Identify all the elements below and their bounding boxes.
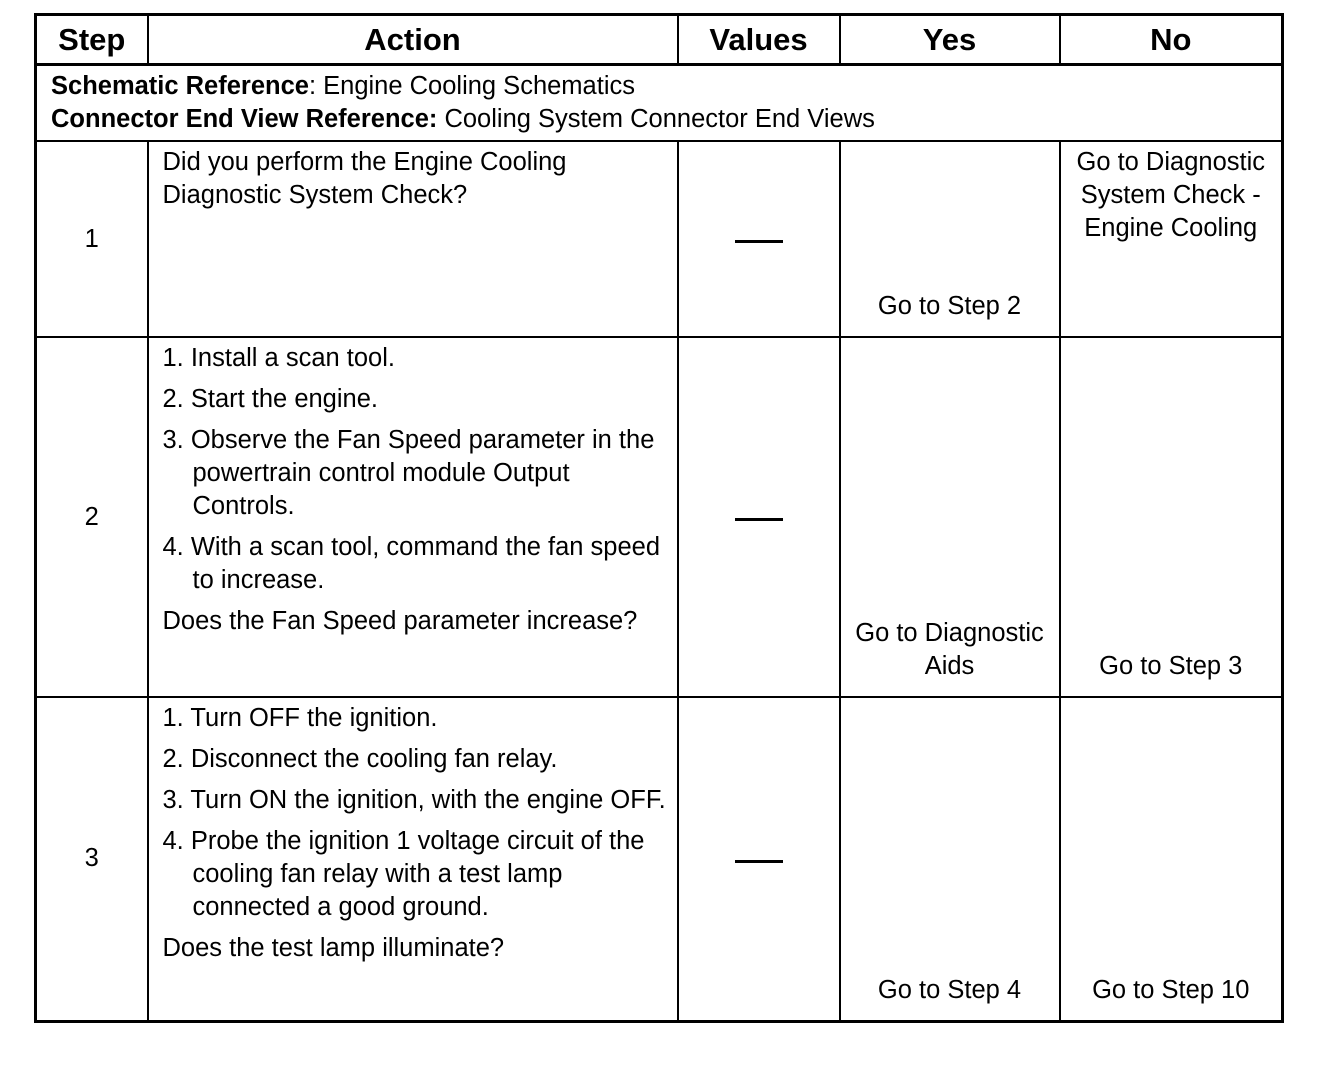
action-item: 1. Install a scan tool. xyxy=(162,344,395,372)
no-cell: Go to Step 3 xyxy=(1060,337,1283,697)
header-yes: Yes xyxy=(840,15,1060,65)
step-number: 3 xyxy=(36,697,148,1021)
value-dash xyxy=(735,240,783,243)
table-row xyxy=(36,697,1283,1021)
connector-reference xyxy=(51,103,1267,136)
action-item: 2. Start the engine. xyxy=(162,385,378,413)
action-question: Does the Fan Speed parameter increase? xyxy=(162,607,638,635)
action-item: 4. Probe the ignition 1 voltage circuit of the cooling fan relay with a test lamp connected a good ground. xyxy=(162,827,645,921)
reference-cell xyxy=(36,65,1283,142)
schematic-reference xyxy=(51,70,1267,103)
header-values: Values xyxy=(678,15,840,65)
reference-row xyxy=(36,65,1283,142)
header-row xyxy=(36,15,1283,65)
diagnostic-table xyxy=(34,13,1284,1023)
connector-reference-label: Connector End View Reference: xyxy=(51,105,438,133)
table-row xyxy=(36,141,1283,337)
values-cell xyxy=(678,697,840,1021)
yes-cell: Go to Step 2 xyxy=(840,141,1060,337)
action-question: Did you perform the Engine Cooling Diagnostic System Check? xyxy=(162,148,567,209)
value-dash xyxy=(735,518,783,521)
action-question: Does the test lamp illuminate? xyxy=(162,934,505,962)
header-no: No xyxy=(1060,15,1283,65)
yes-cell: Go to Diagnostic Aids xyxy=(840,337,1060,697)
action-list xyxy=(163,702,667,924)
schematic-reference-label: Schematic Reference xyxy=(51,72,309,100)
values-cell xyxy=(678,141,840,337)
action-item: 1. Turn OFF the ignition. xyxy=(162,704,438,732)
yes-cell: Go to Step 4 xyxy=(840,697,1060,1021)
action-item: 4. With a scan tool, command the fan speed to increase. xyxy=(162,533,661,594)
table-row xyxy=(36,337,1283,697)
value-dash xyxy=(735,860,783,863)
action-cell xyxy=(148,697,678,1021)
header-action: Action xyxy=(148,15,678,65)
action-cell xyxy=(148,141,678,337)
action-item: 3. Observe the Fan Speed parameter in the powertrain control module Output Controls. xyxy=(162,426,655,520)
action-cell xyxy=(148,337,678,697)
connector-reference-value: Cooling System Connector End Views xyxy=(437,105,875,133)
action-item: 3. Turn ON the ignition, with the engine OFF. xyxy=(162,786,666,814)
values-cell xyxy=(678,337,840,697)
no-cell: Go to Diagnostic System Check - Engine Cooling xyxy=(1060,141,1283,337)
header-step: Step xyxy=(36,15,148,65)
schematic-reference-value: : Engine Cooling Schematics xyxy=(308,72,635,100)
action-list xyxy=(163,342,667,597)
no-cell: Go to Step 10 xyxy=(1060,697,1283,1021)
action-item: 2. Disconnect the cooling fan relay. xyxy=(162,745,558,773)
step-number: 1 xyxy=(36,141,148,337)
step-number: 2 xyxy=(36,337,148,697)
